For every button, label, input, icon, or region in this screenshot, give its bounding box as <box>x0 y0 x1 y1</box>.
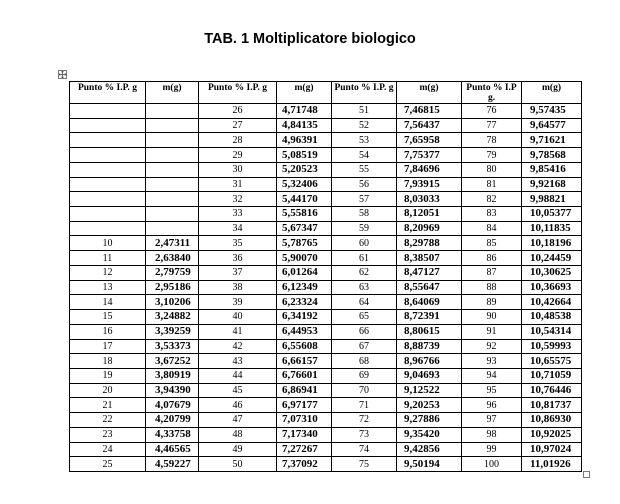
mg-cell: 10,42664 <box>522 295 582 310</box>
move-arrows-icon[interactable] <box>58 70 67 79</box>
mg-cell: 9,98821 <box>522 192 582 207</box>
column-header: Punto % I.P. g <box>70 82 146 104</box>
punto-cell: 44 <box>199 368 277 383</box>
mg-cell: 4,46565 <box>146 442 199 457</box>
column-header: Punto % I.P. g <box>199 82 277 104</box>
column-header: m(g) <box>146 82 199 104</box>
mg-cell: 5,90070 <box>277 251 332 266</box>
mg-cell: 7,07310 <box>277 413 332 428</box>
punto-cell: 35 <box>199 236 277 251</box>
mg-cell: 6,97177 <box>277 398 332 413</box>
mg-cell: 10,86930 <box>522 413 582 428</box>
punto-cell: 40 <box>199 310 277 325</box>
mg-cell: 3,10206 <box>146 295 199 310</box>
column-header: m(g) <box>277 82 332 104</box>
punto-cell: 53 <box>332 133 397 148</box>
mg-cell <box>146 118 199 133</box>
mg-cell: 8,80615 <box>397 324 462 339</box>
mg-cell <box>146 221 199 236</box>
mg-cell: 10,24459 <box>522 251 582 266</box>
punto-cell: 24 <box>70 442 146 457</box>
punto-cell: 30 <box>199 162 277 177</box>
mg-cell: 8,55647 <box>397 280 462 295</box>
mg-cell: 7,75377 <box>397 148 462 163</box>
table-row <box>70 368 582 383</box>
punto-cell: 23 <box>70 427 146 442</box>
mg-cell: 9,20253 <box>397 398 462 413</box>
punto-cell: 25 <box>70 457 146 472</box>
mg-cell: 4,59227 <box>146 457 199 472</box>
punto-cell: 67 <box>332 339 397 354</box>
mg-cell: 9,50194 <box>397 457 462 472</box>
punto-cell: 64 <box>332 295 397 310</box>
table-row <box>70 207 582 222</box>
mg-cell: 10,81737 <box>522 398 582 413</box>
table-row <box>70 236 582 251</box>
mg-cell: 3,39259 <box>146 324 199 339</box>
punto-cell: 13 <box>70 280 146 295</box>
punto-cell: 65 <box>332 310 397 325</box>
punto-cell: 74 <box>332 442 397 457</box>
mg-cell: 9,64577 <box>522 118 582 133</box>
punto-cell: 31 <box>199 177 277 192</box>
mg-cell: 8,88739 <box>397 339 462 354</box>
mg-cell: 7,27267 <box>277 442 332 457</box>
mg-cell: 9,12522 <box>397 383 462 398</box>
punto-cell: 61 <box>332 251 397 266</box>
mg-cell: 11,01926 <box>522 457 582 472</box>
mg-cell <box>146 133 199 148</box>
mg-cell: 6,76601 <box>277 368 332 383</box>
punto-cell: 10 <box>70 236 146 251</box>
punto-cell <box>70 104 146 119</box>
punto-cell: 58 <box>332 207 397 222</box>
punto-cell: 82 <box>462 192 522 207</box>
punto-cell: 68 <box>332 354 397 369</box>
punto-cell: 100 <box>462 457 522 472</box>
punto-cell: 87 <box>462 265 522 280</box>
punto-cell: 62 <box>332 265 397 280</box>
punto-cell: 50 <box>199 457 277 472</box>
multiplier-table <box>69 81 582 472</box>
punto-cell: 42 <box>199 339 277 354</box>
mg-cell: 2,95186 <box>146 280 199 295</box>
mg-cell: 10,92025 <box>522 427 582 442</box>
mg-cell: 4,33758 <box>146 427 199 442</box>
punto-cell: 98 <box>462 427 522 442</box>
punto-cell: 27 <box>199 118 277 133</box>
mg-cell: 9,35420 <box>397 427 462 442</box>
punto-cell: 52 <box>332 118 397 133</box>
mg-cell: 9,85416 <box>522 162 582 177</box>
table-row <box>70 324 582 339</box>
punto-cell: 36 <box>199 251 277 266</box>
punto-cell: 15 <box>70 310 146 325</box>
punto-cell: 18 <box>70 354 146 369</box>
table-row <box>70 221 582 236</box>
punto-cell: 45 <box>199 383 277 398</box>
mg-cell: 2,63840 <box>146 251 199 266</box>
punto-cell: 51 <box>332 104 397 119</box>
punto-cell: 81 <box>462 177 522 192</box>
mg-cell: 8,64069 <box>397 295 462 310</box>
header-row <box>70 82 582 104</box>
punto-cell: 90 <box>462 310 522 325</box>
mg-cell: 5,55816 <box>277 207 332 222</box>
punto-cell: 83 <box>462 207 522 222</box>
mg-cell: 8,12051 <box>397 207 462 222</box>
mg-cell: 10,54314 <box>522 324 582 339</box>
table-row <box>70 148 582 163</box>
punto-cell: 96 <box>462 398 522 413</box>
punto-cell: 85 <box>462 236 522 251</box>
punto-cell: 22 <box>70 413 146 428</box>
punto-cell: 71 <box>332 398 397 413</box>
mg-cell: 9,42856 <box>397 442 462 457</box>
punto-cell: 94 <box>462 368 522 383</box>
mg-cell: 7,84696 <box>397 162 462 177</box>
table-row <box>70 354 582 369</box>
punto-cell: 17 <box>70 339 146 354</box>
mg-cell: 4,71748 <box>277 104 332 119</box>
punto-cell: 55 <box>332 162 397 177</box>
punto-cell: 60 <box>332 236 397 251</box>
table-row <box>70 427 582 442</box>
table-row <box>70 162 582 177</box>
punto-cell: 28 <box>199 133 277 148</box>
mg-cell: 10,97024 <box>522 442 582 457</box>
mg-cell: 6,66157 <box>277 354 332 369</box>
punto-cell: 56 <box>332 177 397 192</box>
mg-cell: 3,24882 <box>146 310 199 325</box>
punto-cell: 86 <box>462 251 522 266</box>
mg-cell: 8,96766 <box>397 354 462 369</box>
table-row <box>70 192 582 207</box>
punto-cell: 49 <box>199 442 277 457</box>
punto-cell: 14 <box>70 295 146 310</box>
mg-cell: 7,93915 <box>397 177 462 192</box>
mg-cell: 7,37092 <box>277 457 332 472</box>
mg-cell: 4,20799 <box>146 413 199 428</box>
column-header: m(g) <box>397 82 462 104</box>
punto-cell: 38 <box>199 280 277 295</box>
punto-cell: 63 <box>332 280 397 295</box>
punto-cell: 88 <box>462 280 522 295</box>
table-row <box>70 339 582 354</box>
mg-cell: 5,32406 <box>277 177 332 192</box>
table-body <box>70 104 582 472</box>
mg-cell: 5,08519 <box>277 148 332 163</box>
mg-cell: 9,92168 <box>522 177 582 192</box>
mg-cell: 8,47127 <box>397 265 462 280</box>
mg-cell: 10,48538 <box>522 310 582 325</box>
punto-cell: 32 <box>199 192 277 207</box>
punto-cell: 20 <box>70 383 146 398</box>
mg-cell <box>146 162 199 177</box>
punto-cell: 93 <box>462 354 522 369</box>
punto-cell: 97 <box>462 413 522 428</box>
mg-cell: 6,44953 <box>277 324 332 339</box>
table-row <box>70 457 582 472</box>
mg-cell: 7,17340 <box>277 427 332 442</box>
mg-cell: 4,84135 <box>277 118 332 133</box>
punto-cell: 26 <box>199 104 277 119</box>
punto-cell <box>70 118 146 133</box>
mg-cell: 3,67252 <box>146 354 199 369</box>
mg-cell: 3,94390 <box>146 383 199 398</box>
punto-cell <box>70 207 146 222</box>
punto-cell: 16 <box>70 324 146 339</box>
table-row <box>70 383 582 398</box>
table-row <box>70 177 582 192</box>
punto-cell: 19 <box>70 368 146 383</box>
table-row <box>70 280 582 295</box>
mg-cell: 2,79759 <box>146 265 199 280</box>
punto-cell: 29 <box>199 148 277 163</box>
punto-cell: 34 <box>199 221 277 236</box>
punto-cell: 33 <box>199 207 277 222</box>
table-row <box>70 118 582 133</box>
punto-cell <box>70 221 146 236</box>
table-title: TAB. 1 Moltiplicatore biologico <box>204 31 416 47</box>
mg-cell: 9,57435 <box>522 104 582 119</box>
mg-cell: 4,96391 <box>277 133 332 148</box>
punto-cell <box>70 148 146 163</box>
table-row <box>70 442 582 457</box>
punto-cell: 79 <box>462 148 522 163</box>
table-row <box>70 398 582 413</box>
punto-cell <box>70 162 146 177</box>
punto-cell: 80 <box>462 162 522 177</box>
mg-cell: 9,78568 <box>522 148 582 163</box>
mg-cell: 6,55608 <box>277 339 332 354</box>
punto-cell <box>70 177 146 192</box>
table-row <box>70 295 582 310</box>
punto-cell: 73 <box>332 427 397 442</box>
punto-cell <box>70 133 146 148</box>
punto-cell: 47 <box>199 413 277 428</box>
punto-cell: 99 <box>462 442 522 457</box>
punto-cell: 91 <box>462 324 522 339</box>
table-row <box>70 413 582 428</box>
mg-cell: 7,56437 <box>397 118 462 133</box>
punto-cell: 12 <box>70 265 146 280</box>
mg-cell: 7,65958 <box>397 133 462 148</box>
punto-cell: 59 <box>332 221 397 236</box>
mg-cell: 5,44170 <box>277 192 332 207</box>
mg-cell: 6,01264 <box>277 265 332 280</box>
mg-cell: 5,67347 <box>277 221 332 236</box>
punto-cell: 95 <box>462 383 522 398</box>
mg-cell: 3,80919 <box>146 368 199 383</box>
mg-cell: 9,71621 <box>522 133 582 148</box>
mg-cell: 5,20523 <box>277 162 332 177</box>
mg-cell: 8,72391 <box>397 310 462 325</box>
mg-cell: 8,38507 <box>397 251 462 266</box>
punto-cell: 48 <box>199 427 277 442</box>
mg-cell: 10,71059 <box>522 368 582 383</box>
table-row <box>70 251 582 266</box>
resize-handle-icon[interactable] <box>583 471 590 478</box>
punto-cell: 70 <box>332 383 397 398</box>
mg-cell <box>146 192 199 207</box>
punto-cell: 84 <box>462 221 522 236</box>
mg-cell: 6,23324 <box>277 295 332 310</box>
punto-cell: 72 <box>332 413 397 428</box>
mg-cell: 10,05377 <box>522 207 582 222</box>
mg-cell: 2,47311 <box>146 236 199 251</box>
punto-cell: 76 <box>462 104 522 119</box>
mg-cell: 6,86941 <box>277 383 332 398</box>
punto-cell: 69 <box>332 368 397 383</box>
punto-cell: 39 <box>199 295 277 310</box>
mg-cell: 10,76446 <box>522 383 582 398</box>
mg-cell: 8,03033 <box>397 192 462 207</box>
mg-cell <box>146 104 199 119</box>
punto-cell: 46 <box>199 398 277 413</box>
punto-cell: 78 <box>462 133 522 148</box>
punto-cell <box>70 192 146 207</box>
column-header: Punto % I.P. g <box>332 82 397 104</box>
mg-cell: 4,07679 <box>146 398 199 413</box>
table-row <box>70 104 582 119</box>
punto-cell: 77 <box>462 118 522 133</box>
mg-cell: 7,46815 <box>397 104 462 119</box>
mg-cell: 10,30625 <box>522 265 582 280</box>
punto-cell: 66 <box>332 324 397 339</box>
mg-cell: 10,59993 <box>522 339 582 354</box>
mg-cell: 6,12349 <box>277 280 332 295</box>
punto-cell: 75 <box>332 457 397 472</box>
column-header: Punto % I.P g. <box>462 82 522 104</box>
mg-cell: 9,27886 <box>397 413 462 428</box>
punto-cell: 54 <box>332 148 397 163</box>
mg-cell <box>146 207 199 222</box>
punto-cell: 21 <box>70 398 146 413</box>
mg-cell <box>146 148 199 163</box>
mg-cell: 3,53373 <box>146 339 199 354</box>
mg-cell: 10,65575 <box>522 354 582 369</box>
mg-cell: 9,04693 <box>397 368 462 383</box>
mg-cell: 5,78765 <box>277 236 332 251</box>
punto-cell: 43 <box>199 354 277 369</box>
column-header: m(g) <box>522 82 582 104</box>
mg-cell <box>146 177 199 192</box>
mg-cell: 10,18196 <box>522 236 582 251</box>
punto-cell: 57 <box>332 192 397 207</box>
punto-cell: 89 <box>462 295 522 310</box>
table-row <box>70 133 582 148</box>
mg-cell: 8,20969 <box>397 221 462 236</box>
table-row <box>70 265 582 280</box>
mg-cell: 10,11835 <box>522 221 582 236</box>
mg-cell: 10,36693 <box>522 280 582 295</box>
punto-cell: 41 <box>199 324 277 339</box>
punto-cell: 92 <box>462 339 522 354</box>
punto-cell: 11 <box>70 251 146 266</box>
mg-cell: 6,34192 <box>277 310 332 325</box>
mg-cell: 8,29788 <box>397 236 462 251</box>
table-row <box>70 310 582 325</box>
punto-cell: 37 <box>199 265 277 280</box>
